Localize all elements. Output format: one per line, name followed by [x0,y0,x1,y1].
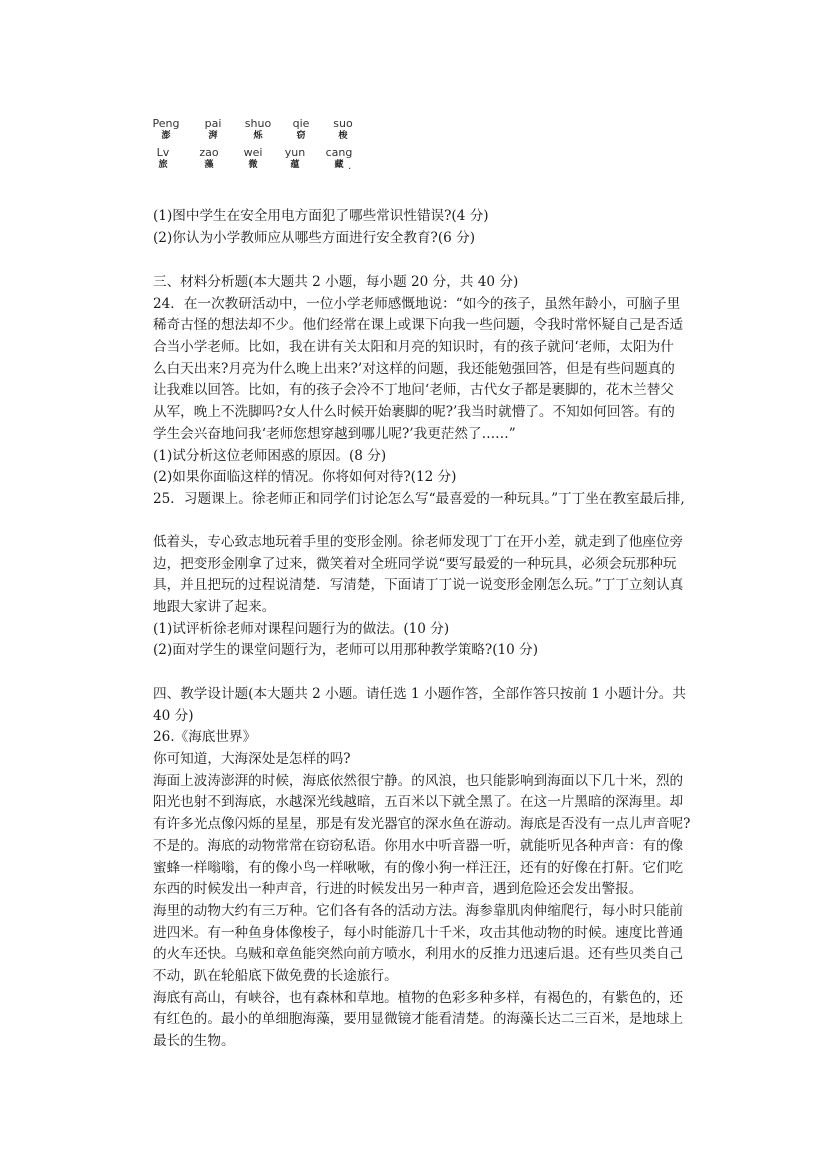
pinyin-cell [272,147,318,171]
pinyin-text: pai [204,117,222,130]
pinyin-text: zao [199,146,219,159]
text-line: 东西的时候发出一种声音，行进的时候发出另一种声音，遇到危险还会发出警报。 [153,881,643,898]
text-line: (1)图中学生在安全用电方面犯了哪些常识性错误?(4 分) [153,208,489,224]
text-line: 具，并且把玩的过程说清楚．写清楚，下面请丁丁说一说变形金刚怎么玩。”丁丁立刻认真 [153,577,684,594]
text-line: 24．在一次教研活动中，一位小学老师感慨地说：“如今的孩子，虽然年龄小，可脑子里 [153,295,681,312]
text-line: 海面上波涛澎湃的时候，海底依然很宁静。的风浪，也只能影响到海面以下几十米，烈的 [153,772,684,789]
hanzi-text: 藏 [334,160,344,170]
pinyin-cell [190,118,236,142]
text-line: 有许多光点像闪烁的星星，那是有发光器官的深水鱼在游动。海底是否没有一点儿声音呢? [153,816,691,833]
text-line: (2)面对学生的课堂问题行为，老师可以用那种教学策略?(10 分) [153,642,539,659]
pinyin-text: Peng [152,117,180,130]
text-line: (1)试分析这位老师困惑的原因。(8 分) [153,447,387,464]
pinyin-cell [235,118,281,142]
text-line: (1)试评析徐老师对课程问题行为的做法。(10 分) [153,620,450,637]
pinyin-cell [320,118,366,142]
pinyin-text: cang [325,146,353,159]
pinyin-cell [186,147,232,171]
section-material-analysis [153,272,715,511]
text-line: 么白天出来?月亮为什么晚上出来?’对这样的问题，我还能勉强回答，但是有些问题真的 [153,360,675,377]
text-line: 进四米。有一种鱼身体像梭子，每小时能游几十千米，攻击其他动物的时候。速度比普通 [153,924,684,941]
text-line: 26.《海底世界》 [153,729,257,746]
hanzi-text: 旅 [158,160,168,170]
text-line: 你可知道，大海深处是怎样的吗? [153,751,351,768]
pinyin-cell [278,118,324,142]
text-line: 40 分) [153,707,194,724]
text-line: 海底有高山，有峡谷，也有森林和草地。植物的色彩多种多样，有褐色的，有紫色的，还 [153,989,684,1006]
question-block-23 [153,206,715,249]
text-line: 最长的生物。 [153,1033,235,1049]
pinyin-cell [316,147,362,171]
text-line: (2)如果你面临这样的情况。你将如何对待?(12 分) [153,469,457,486]
hanzi-text: 烁 [253,131,263,141]
hanzi-text: 窃 [296,131,306,141]
pinyin-text: yun [284,146,306,159]
text-line: 阳光也射不到海底，水越深光线越暗，五百米以下就全黑了。在这一片黑暗的深海里。却 [153,794,684,811]
pinyin-text: shuo [244,117,272,130]
pinyin-row-2 [150,147,360,173]
pinyin-row-1 [150,118,360,144]
hanzi-text: 梭 [338,131,348,141]
pinyin-cell [140,147,186,171]
text-line: 不是的。海底的动物常常在窃窃私语。你用水中听音器一听，就能听见各种声音：有的像 [153,837,684,854]
text-line: 学生会兴奋地问我‘老师您想穿越到哪儿呢?’我更茫然了……” [153,425,516,442]
pinyin-text: qie [292,117,310,130]
text-line: 蜜蜂一样嗡嗡，有的像小鸟一样啾啾，有的像小狗一样汪汪，还有的好像在打鼾。它们吃 [153,859,684,876]
hanzi-text: 澎 [161,131,171,141]
section-teaching-design [153,684,715,1053]
text-line: 不动，趴在轮船底下做免费的长途旅行。 [153,967,398,984]
text-line: 边，把变形金刚拿了过来，微笑着对全班同学说“要写最爱的一种玩具，必须会玩那种玩 [153,555,677,572]
pinyin-text: suo [333,117,353,130]
pinyin-cell [230,147,276,171]
text-line: (2)你认为小学教师应从哪些方面进行安全教育?(6 分) [153,229,475,246]
pinyin-text: Lv [156,146,170,159]
text-line: 低着头，专心致志地玩着手里的变形金刚。徐老师发现丁丁在开小差，就走到了他座位旁 [153,534,684,550]
pinyin-cell [143,118,189,142]
text-line: 从军，晚上不洗脚吗?女人什么时候开始裹脚的呢?’我当时就懵了。不知如何回答。有的 [153,404,675,421]
hanzi-text: 藻 [204,160,214,170]
text-line: 有红色的。最小的单细胞海藻，要用显微镜才能看清楚。的海藻长达二三百米，是地球上 [153,1011,684,1028]
text-line: 25．习题课上。徐老师正和同学们讨论怎么写“最喜爱的一种玩具。”丁丁坐在教室最后排, [153,490,685,507]
text-line: 稀奇古怪的想法却不少。他们经常在课上或课下向我一些问题，令我时常怀疑自己是否适 [153,317,684,334]
hanzi-text: 湃 [208,131,218,141]
text-line: 让我难以回答。比如，有的孩子会冷不丁地问‘老师，古代女子都是裹脚的，花木兰替父 [153,382,674,399]
text-line: 的火车还快。乌贼和章鱼能突然向前方喷水，利用水的反推力迅速后退。还有些贝类自己 [153,946,684,963]
hanzi-text: 蕴 [290,160,300,170]
section-heading: 四、教学设计题(本大题共 2 小题。请任选 1 小题作答，全部作答只按前 1 小题计分。共 [153,686,686,702]
text-line: 海里的动物大约有三万种。它们各有各的活动方法。海参靠肌肉伸缩爬行，每小时只能前 [153,902,684,919]
trailing-dot: . [348,161,352,172]
pinyin-figure [150,118,360,173]
pinyin-text: wei [243,146,263,159]
text-line: 地跟大家讲了起来。 [153,599,276,616]
hanzi-text: 微 [248,160,258,170]
text-line: 合当小学老师。比如，我在讲有关太阳和月亮的知识时，有的孩子就问‘老师，太阳为什 [153,339,674,356]
question-block-25 [153,532,715,662]
section-heading: 三、材料分析题(本大题共 2 小题，每小题 20 分，共 40 分) [153,274,519,290]
